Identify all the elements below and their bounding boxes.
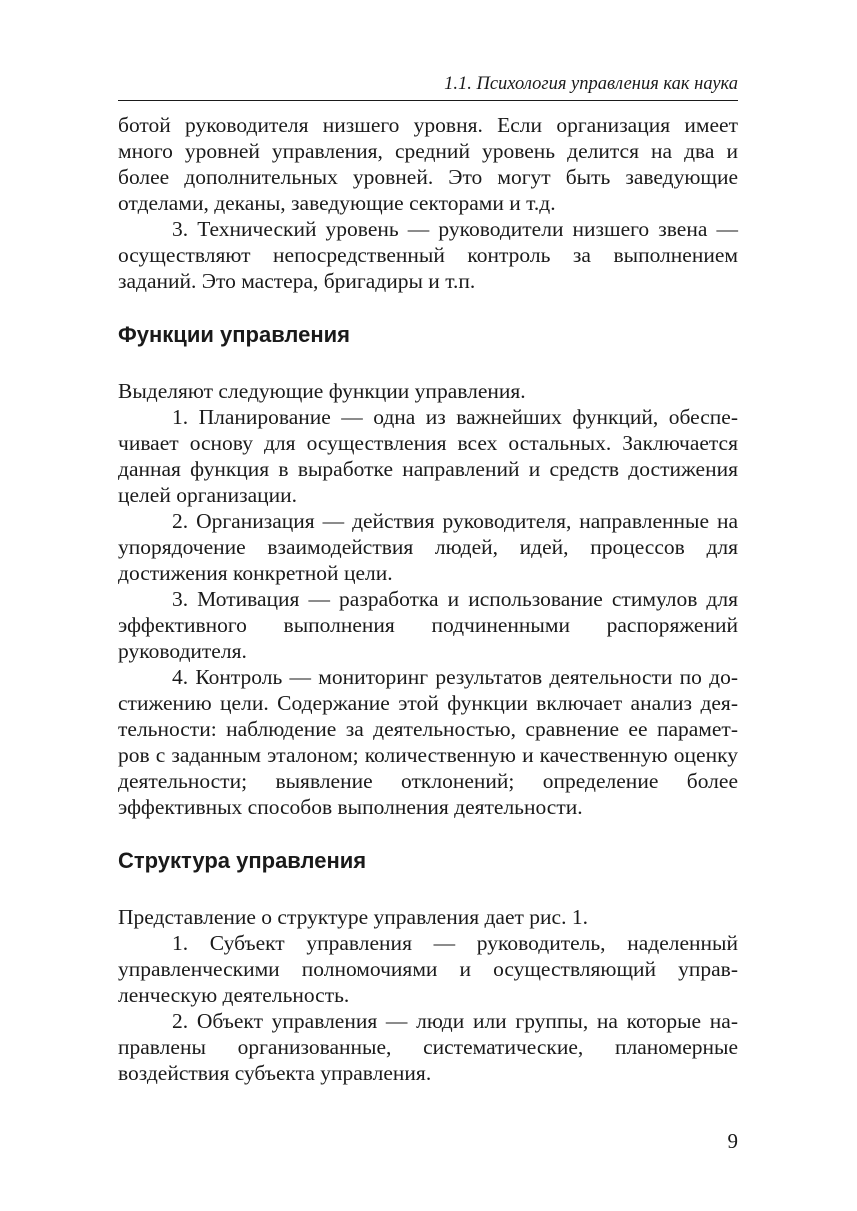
page-number: 9 <box>727 1129 738 1153</box>
structure-item-subject: 1. Субъект управления — руководитель, наделенный управленческими полномочиями и осуществляющий управленческую деятельность. <box>118 931 738 1007</box>
section-heading-functions: Функции управления <box>118 322 350 347</box>
intro-paragraph-continued: ботой руководителя низшего уровня. Если организация имеет много уровней управления, средний уровень делится на два и более дополнительных уровней. Это могут быть заведующие отделами, деканы, заведующие секторами и т.д. <box>118 113 738 215</box>
function-item-organization: 2. Организация — действия руководителя, направленные на упорядочение взаимодействия людей, идей, процессов для достижения конкретной цели. <box>118 509 738 585</box>
header-rule <box>118 100 738 101</box>
function-item-control: 4. Контроль — мониторинг результатов деятельности по достижению цели. Содержание этой функции включает анализ деятельности: наблюдение за деятельностью, сравнение ее параметров с заданным эталоном; количественную и качественную оценку деятельности; выявление отклонений; определение более эффективных способов выполнения деятельности. <box>118 665 738 819</box>
structure-item-object: 2. Объект управления — люди или группы, на которые направлены организованные, систематические, планомерные воздействия субъекта управления. <box>118 1009 738 1085</box>
functions-lead: Выделяют следующие функции управления. <box>118 379 526 403</box>
function-item-planning: 1. Планирование — одна из важнейших функций, обеспечивает основу для осуществления всех остальных. Заключается данная функция в выработке направлений и средств достижения целей организации. <box>118 405 738 507</box>
function-item-motivation: 3. Мотивация — разработка и использование стимулов для эффективного выполнения подчиненными распоряжений руководителя. <box>118 587 738 663</box>
structure-lead: Представление о структуре управления дает рис. 1. <box>118 905 588 929</box>
section-heading-structure: Структура управления <box>118 848 367 873</box>
running-head: 1.1. Психология управления как наука <box>444 74 738 94</box>
intro-paragraph-technical-level: 3. Технический уровень — руководители низшего звена — осуществляют непосредственный контроль за выполнением заданий. Это мастера, бригадиры и т.п. <box>118 217 738 293</box>
page-body <box>118 112 738 1086</box>
